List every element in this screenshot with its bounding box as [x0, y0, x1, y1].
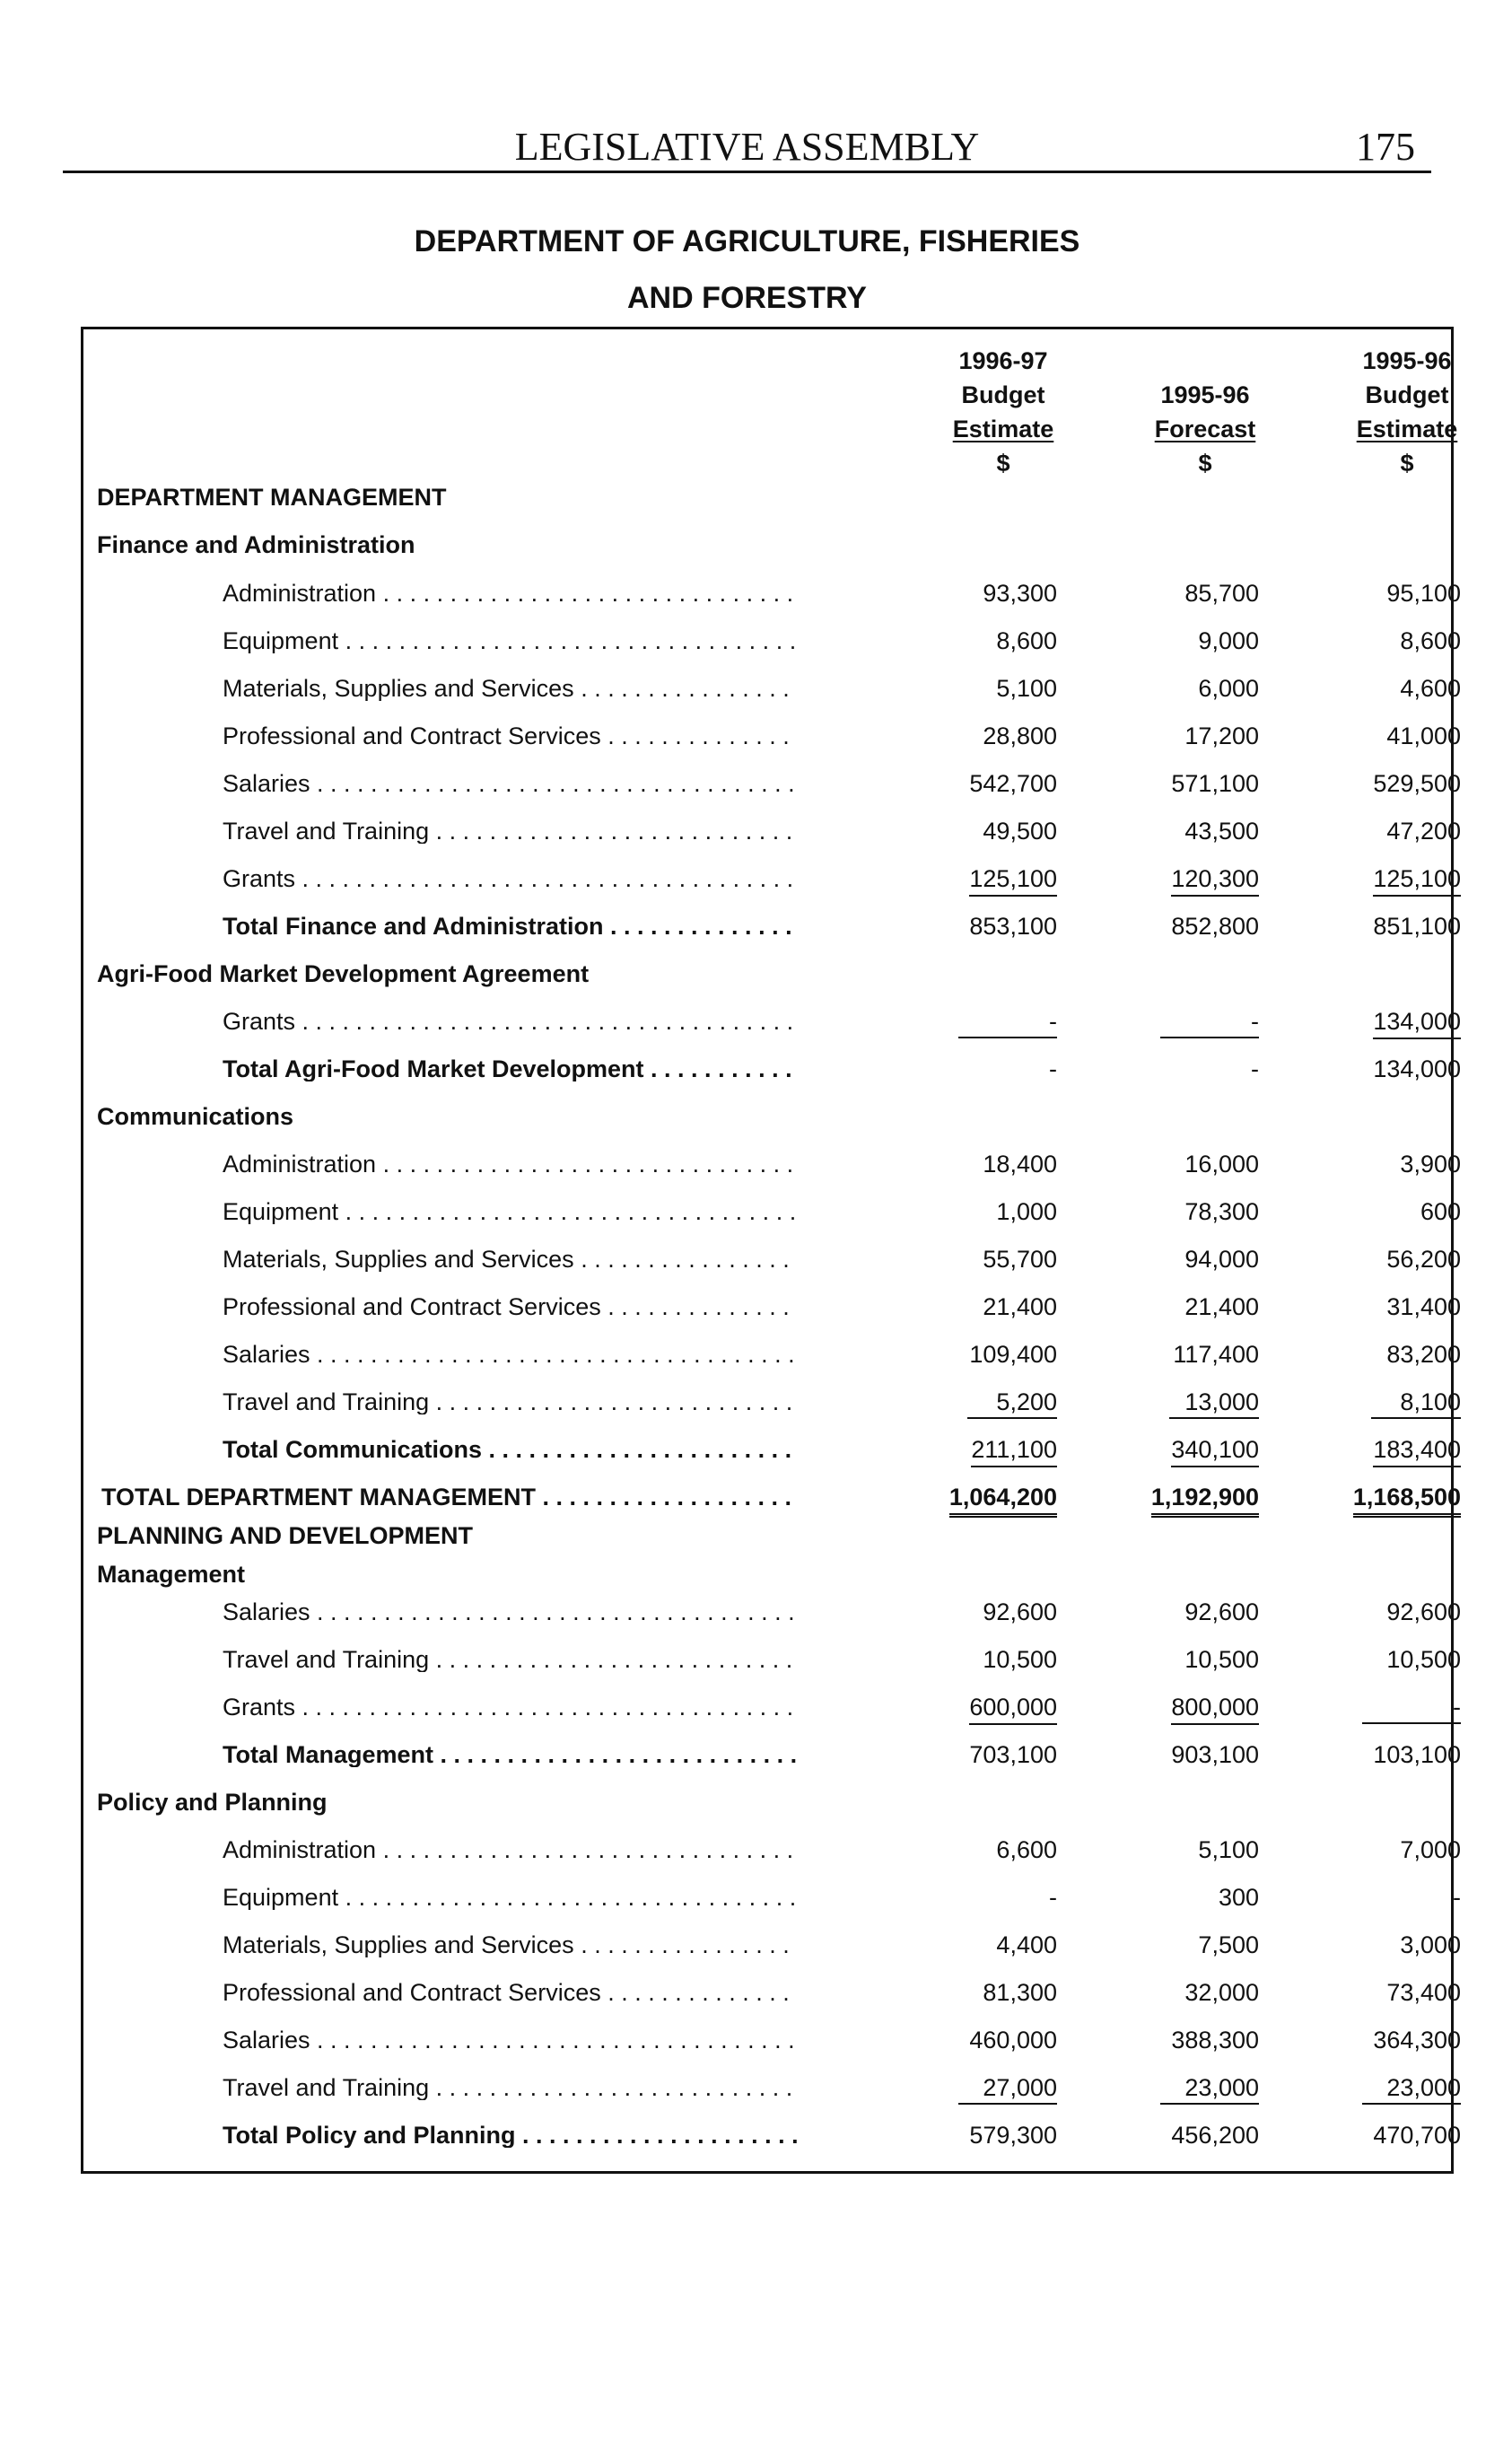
value-1995-96-budget: 364,300	[1373, 2027, 1461, 2053]
value-1995-96-budget: 3,900	[1400, 1151, 1461, 1178]
value-1995-96-budget: 83,200	[1386, 1341, 1461, 1368]
underlined-value: 183,400	[1373, 1436, 1461, 1467]
line-item-label: Grants . . .	[223, 1010, 797, 1034]
value-1996-97: 28,800	[983, 722, 1057, 749]
value-1996-97: 10,500	[983, 1646, 1057, 1673]
line-item-label: Professional and Contract Services . . .	[223, 1295, 797, 1319]
line-item-label: Materials, Supplies and Services . . .	[223, 677, 797, 701]
total-1995-96-forecast	[1097, 1438, 1259, 1462]
value-1995-96-forecast: 300	[1218, 1884, 1259, 1911]
line-item-label: Salaries . . .	[223, 1343, 797, 1367]
col1-type: Estimate	[952, 416, 1054, 442]
value-1996-97: -	[1049, 1884, 1057, 1911]
total-1995-96-budget	[1299, 1438, 1461, 1462]
total-1995-96-forecast: -	[1251, 1055, 1259, 1082]
value-1995-96-forecast: 17,200	[1184, 722, 1259, 749]
value-1995-96-forecast	[1097, 2076, 1259, 2105]
value-1996-97	[896, 1695, 1057, 1720]
total-1996-97: 853,100	[969, 913, 1057, 940]
budget-table	[81, 327, 1461, 2174]
value-1995-96-forecast: 32,000	[1184, 1979, 1259, 2006]
value-1995-96-budget	[1299, 2076, 1461, 2105]
value-1996-97: 4,400	[996, 1931, 1057, 1958]
subsection-heading: Policy and Planning	[97, 1789, 328, 1816]
running-title: LEGISLATIVE ASSEMBLY	[514, 125, 980, 169]
value-1995-96-forecast	[1097, 1695, 1259, 1720]
underlined-value: 125,100	[969, 865, 1057, 897]
section-heading: PLANNING AND DEVELOPMENT	[97, 1522, 474, 1549]
underlined-value: 134,000	[1373, 1008, 1461, 1039]
value-1995-96-forecast: 571,100	[1171, 770, 1259, 797]
underlined-value: 800,000	[1171, 1694, 1259, 1725]
value-1995-96-forecast: 92,600	[1184, 1598, 1259, 1625]
value-1995-96-budget: 41,000	[1386, 722, 1461, 749]
value-1995-96-forecast: 10,500	[1184, 1646, 1259, 1673]
line-item-label: Professional and Contract Services . . .	[223, 724, 797, 749]
underlined-value: 125,100	[1373, 865, 1461, 897]
department-title-line-2: AND FORESTRY	[627, 281, 867, 315]
total-1995-96-budget: 134,000	[1373, 1055, 1461, 1082]
col3-year: 1995-96	[1362, 347, 1452, 374]
value-1996-97	[896, 2076, 1057, 2105]
value-1996-97: 5,100	[996, 675, 1057, 702]
underlined-value: 340,100	[1171, 1436, 1259, 1467]
value-1995-96-forecast: 16,000	[1184, 1151, 1259, 1178]
page-header	[63, 124, 1431, 173]
col2-year: 1995-96	[1160, 381, 1250, 408]
underlined-value: 600,000	[969, 1694, 1057, 1725]
col3-kind: Budget	[1365, 381, 1449, 408]
value-1995-96-budget: 56,200	[1386, 1246, 1461, 1273]
value-1995-96-forecast: 94,000	[1184, 1246, 1259, 1273]
value-1995-96-budget	[1299, 1010, 1461, 1034]
value-1996-97	[896, 867, 1057, 891]
value-1996-97: 18,400	[983, 1151, 1057, 1178]
underlined-value: 27,000	[958, 2076, 1057, 2105]
line-item-label: Administration . . .	[223, 1152, 797, 1177]
value-1995-96-budget: 10,500	[1386, 1646, 1461, 1673]
grand-total-1996-97	[896, 1485, 1057, 1510]
underlined-value: 211,100	[971, 1436, 1057, 1467]
value-1995-96-forecast: 388,300	[1171, 2027, 1259, 2053]
line-item-label: Travel and Training . . .	[223, 2076, 797, 2100]
value-1996-97: 8,600	[996, 627, 1057, 654]
value-1995-96-forecast: 43,500	[1184, 818, 1259, 845]
page-number: 175	[1356, 125, 1415, 169]
value-1995-96-budget: 600	[1420, 1198, 1461, 1225]
double-underlined-value: 1,064,200	[949, 1484, 1057, 1518]
col3-unit: $	[1400, 450, 1414, 477]
value-1995-96-forecast	[1097, 1390, 1259, 1419]
total-label: Total Management . . .	[223, 1743, 797, 1767]
total-1996-97: 579,300	[969, 2122, 1057, 2149]
line-item-label: Equipment . . .	[223, 1200, 797, 1224]
grand-total-1995-96-budget	[1299, 1485, 1461, 1510]
total-1996-97: 703,100	[969, 1741, 1057, 1768]
double-underlined-value: 1,168,500	[1353, 1484, 1461, 1518]
value-1995-96-budget: 8,600	[1400, 627, 1461, 654]
underlined-value: 8,100	[1371, 1390, 1461, 1419]
total-label: Total Policy and Planning . . .	[223, 2123, 797, 2148]
value-1995-96-forecast: 21,400	[1184, 1293, 1259, 1320]
value-1995-96-budget: 3,000	[1400, 1931, 1461, 1958]
section-heading: DEPARTMENT MANAGEMENT	[97, 484, 447, 511]
value-1995-96-budget: 529,500	[1373, 770, 1461, 797]
department-title-line-1: DEPARTMENT OF AGRICULTURE, FISHERIES	[414, 224, 1080, 258]
value-1995-96-budget: 95,100	[1386, 580, 1461, 607]
total-1995-96-budget: 851,100	[1373, 913, 1461, 940]
col1-year: 1996-97	[958, 347, 1048, 374]
col2-type: Forecast	[1154, 416, 1256, 442]
value-1996-97: 81,300	[983, 1979, 1057, 2006]
total-1995-96-budget: 470,700	[1373, 2122, 1461, 2149]
total-1995-96-budget: 103,100	[1373, 1741, 1461, 1768]
line-item-label: Travel and Training . . .	[223, 1648, 797, 1672]
col2-unit: $	[1198, 450, 1212, 477]
col3-type: Estimate	[1356, 416, 1458, 442]
total-label: Total Finance and Administration . . .	[223, 915, 797, 939]
underlined-value: -	[1362, 1695, 1461, 1724]
line-item-label: Equipment . . .	[223, 629, 797, 653]
value-1995-96-budget: 31,400	[1386, 1293, 1461, 1320]
underlined-value: -	[958, 1010, 1057, 1038]
grand-total-1995-96-forecast	[1097, 1485, 1259, 1510]
line-item-label: Materials, Supplies and Services . . .	[223, 1933, 797, 1957]
value-1996-97: 21,400	[983, 1293, 1057, 1320]
line-item-label: Salaries . . .	[223, 772, 797, 796]
value-1996-97: 55,700	[983, 1246, 1057, 1273]
value-1996-97: 542,700	[969, 770, 1057, 797]
line-item-label: Salaries . . .	[223, 2028, 797, 2053]
line-item-label: Grants . . .	[223, 867, 797, 891]
value-1995-96-budget: 47,200	[1386, 818, 1461, 845]
underlined-value: 23,000	[1362, 2076, 1461, 2105]
value-1995-96-budget	[1299, 1390, 1461, 1419]
value-1995-96-forecast: 78,300	[1184, 1198, 1259, 1225]
line-item-label: Travel and Training . . .	[223, 819, 797, 844]
value-1995-96-forecast: 117,400	[1173, 1341, 1259, 1368]
subsection-heading: Finance and Administration	[97, 531, 415, 558]
total-1996-97: -	[1049, 1055, 1057, 1082]
value-1996-97: 92,600	[983, 1598, 1057, 1625]
value-1995-96-forecast: 9,000	[1198, 627, 1259, 654]
line-item-label: Administration . . .	[223, 582, 797, 606]
value-1995-96-budget	[1299, 867, 1461, 891]
value-1996-97: 109,400	[969, 1341, 1057, 1368]
col1-unit: $	[996, 450, 1010, 477]
value-1995-96-forecast: 6,000	[1198, 675, 1259, 702]
value-1995-96-budget: 73,400	[1386, 1979, 1461, 2006]
value-1996-97	[896, 1010, 1057, 1038]
line-item-label: Equipment . . .	[223, 1886, 797, 1910]
underlined-value: 23,000	[1160, 2076, 1259, 2105]
total-1995-96-forecast: 903,100	[1171, 1741, 1259, 1768]
value-1995-96-forecast	[1097, 1010, 1259, 1038]
value-1996-97: 460,000	[969, 2027, 1057, 2053]
value-1995-96-budget: -	[1453, 1884, 1461, 1911]
value-1996-97: 93,300	[983, 580, 1057, 607]
value-1995-96-budget: 7,000	[1400, 1836, 1461, 1863]
subsection-heading: Communications	[97, 1103, 294, 1130]
value-1996-97: 49,500	[983, 818, 1057, 845]
value-1995-96-budget: 4,600	[1400, 675, 1461, 702]
subsection-heading: Management	[97, 1561, 246, 1588]
total-label: Total Communications . . .	[223, 1438, 797, 1462]
underlined-value: -	[1160, 1010, 1259, 1038]
value-1995-96-forecast: 5,100	[1198, 1836, 1259, 1863]
total-1995-96-forecast: 852,800	[1171, 913, 1259, 940]
line-item-label: Professional and Contract Services . . .	[223, 1981, 797, 2005]
double-underlined-value: 1,192,900	[1151, 1484, 1259, 1518]
total-1995-96-forecast: 456,200	[1171, 2122, 1259, 2149]
value-1996-97: 6,600	[996, 1836, 1057, 1863]
value-1995-96-forecast	[1097, 867, 1259, 891]
line-item-label: Grants . . .	[223, 1695, 797, 1720]
total-label: Total Agri-Food Market Development . . .	[223, 1057, 797, 1081]
value-1996-97: 1,000	[996, 1198, 1057, 1225]
underlined-value: 120,300	[1171, 865, 1259, 897]
line-item-label: Administration . . .	[223, 1838, 797, 1862]
line-item-label: Salaries . . .	[223, 1600, 797, 1624]
value-1995-96-budget	[1299, 1695, 1461, 1724]
grand-total-label: TOTAL DEPARTMENT MANAGEMENT . . .	[101, 1485, 797, 1510]
value-1995-96-forecast: 7,500	[1198, 1931, 1259, 1958]
line-item-label: Travel and Training . . .	[223, 1390, 797, 1414]
col1-kind: Budget	[961, 381, 1045, 408]
value-1995-96-budget: 92,600	[1386, 1598, 1461, 1625]
subsection-heading: Agri-Food Market Development Agreement	[97, 960, 590, 987]
total-1996-97	[896, 1438, 1057, 1462]
line-item-label: Materials, Supplies and Services . . .	[223, 1248, 797, 1272]
value-1996-97	[896, 1390, 1057, 1419]
underlined-value: 13,000	[1169, 1390, 1259, 1419]
underlined-value: 5,200	[967, 1390, 1057, 1419]
value-1995-96-forecast: 85,700	[1184, 580, 1259, 607]
